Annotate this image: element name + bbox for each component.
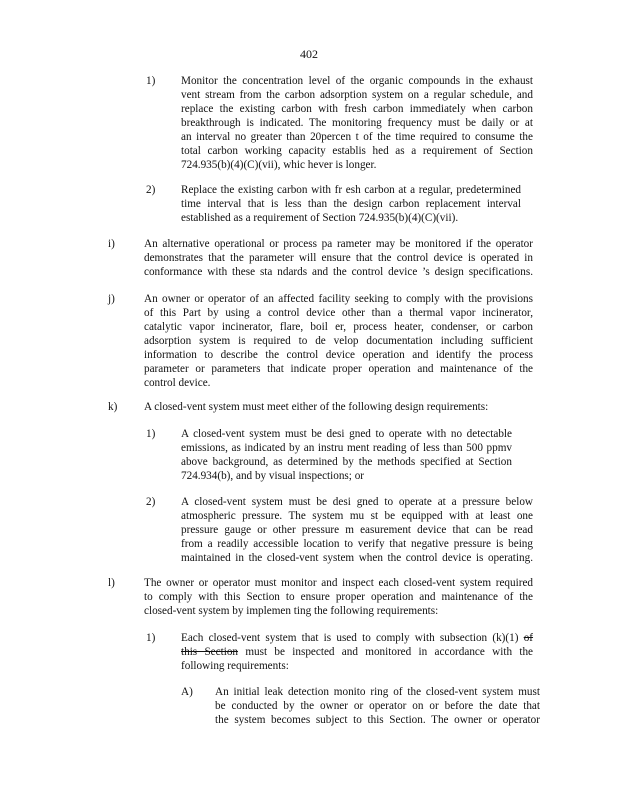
text-line: An alternative operational or process pa rameter may be monitored if the operator [144,238,533,250]
page-number: 402 [300,47,318,61]
text-line: an interval no greater than 20percen t of the time required to consume the [181,131,533,143]
text-line: to comply with this Section to ensure proper operation and maintenance of the [144,591,533,603]
struck-text: this Section [181,646,239,658]
item-marker: 1) [146,632,156,644]
text-line: atmospheric pressure. The system mu st be equipped with at least one [181,510,533,522]
text-line: from a readily accessible location to verify that negative pressure is being [181,538,533,550]
struck-text: of [523,632,534,644]
item-text [181,74,533,172]
item-text [181,183,521,225]
text-line: closed-vent system by implemen ting the following requirements: [144,605,439,617]
text-line: conformance with these sta ndards and the control device ’s design specifications. [144,266,533,278]
text-line: information to describe the control device operation and identify the process [144,349,533,361]
item-marker: A) [181,686,193,698]
text-line: emissions, as indicated by an instru ment reading of less than 500 ppmv [181,442,512,454]
item-marker: i) [108,238,115,250]
text-line [181,645,533,659]
text-line: above background, as determined by the methods specified at Section [181,456,512,468]
text-line: An initial leak detection monito ring of the closed-vent system must [215,686,540,698]
item-marker: k) [108,401,118,413]
text-line: The owner or operator must monitor and inspect each closed-vent system required [144,577,533,589]
item-marker: 2) [146,184,156,196]
text-segment: Each closed-vent system that is used to comply with subsection (k)(1) [181,632,519,644]
text-line: Monitor the concentration level of the organic compounds in the exhaust [181,75,533,87]
text-line: parameter or parameters that indicate proper operation and maintenance of the [144,363,533,375]
text-line: be conducted by the owner or operator on or before the date that [215,700,540,712]
text-line: adsorption system is required to de velop documentation including sufficient [144,335,533,347]
item-marker: 2) [146,496,156,508]
item-text [144,576,533,618]
text-line: 724.934(b), and by visual inspections; or [181,470,365,482]
item-marker: l) [108,577,115,589]
text-line: replace the existing carbon with fresh carbon immediately when carbon [181,103,533,115]
text-line: 724.935(b)(4)(C)(vii), whic hever is longer. [181,159,377,171]
text-line: demonstrates that the parameter will ensure that the control device is operated in [144,252,533,264]
item-marker: 1) [146,428,156,440]
text-line [181,631,533,645]
item-text [144,237,533,279]
text-line: following requirements: [181,660,289,672]
text-line: of this Part by using a control device other than a thermal vapor incinerator, [144,307,533,319]
text-line: time interval that is less than the design carbon replacement interval [181,198,521,210]
text-segment: must be inspected and monitored in accordance with the [245,646,534,658]
text-line: vent stream from the carbon adsorption system on a regular schedule, and [181,89,533,101]
text-line: control device. [144,377,211,389]
item-text [144,400,533,414]
text-line: maintained in the closed-vent system when the control device is operating. [181,552,533,564]
text-line: pressure gauge or other pressure m easurement device that can be read [181,524,533,536]
item-text [215,685,540,727]
text-line: established as a requirement of Section 724.935(b)(4)(C)(vii). [181,212,459,224]
text-line: A closed-vent system must meet either of the following design requirements: [144,401,489,413]
item-text [181,495,533,565]
text-line: breakthrough is indicated. The monitoring frequency must be daily or at [181,117,533,129]
text-line: the system becomes subject to this Section. The owner or operator [215,714,540,726]
item-marker: j) [108,293,115,305]
item-text [181,427,512,483]
text-line: An owner or operator of an affected facility seeking to comply with the provisions [144,293,533,305]
item-text [144,292,533,390]
item-marker: 1) [146,75,156,87]
text-line: A closed-vent system must be desi gned to operate with no detectable [181,428,512,440]
text-line: total carbon working capacity establis hed as a requirement of Section [181,145,533,157]
text-line: Replace the existing carbon with fr esh carbon at a regular, predetermined [181,184,521,196]
text-line: catalytic vapor incinerator, flare, boil er, process heater, condenser, or carbon [144,321,533,333]
item-text [181,631,533,673]
text-line: A closed-vent system must be desi gned to operate at a pressure below [181,496,533,508]
